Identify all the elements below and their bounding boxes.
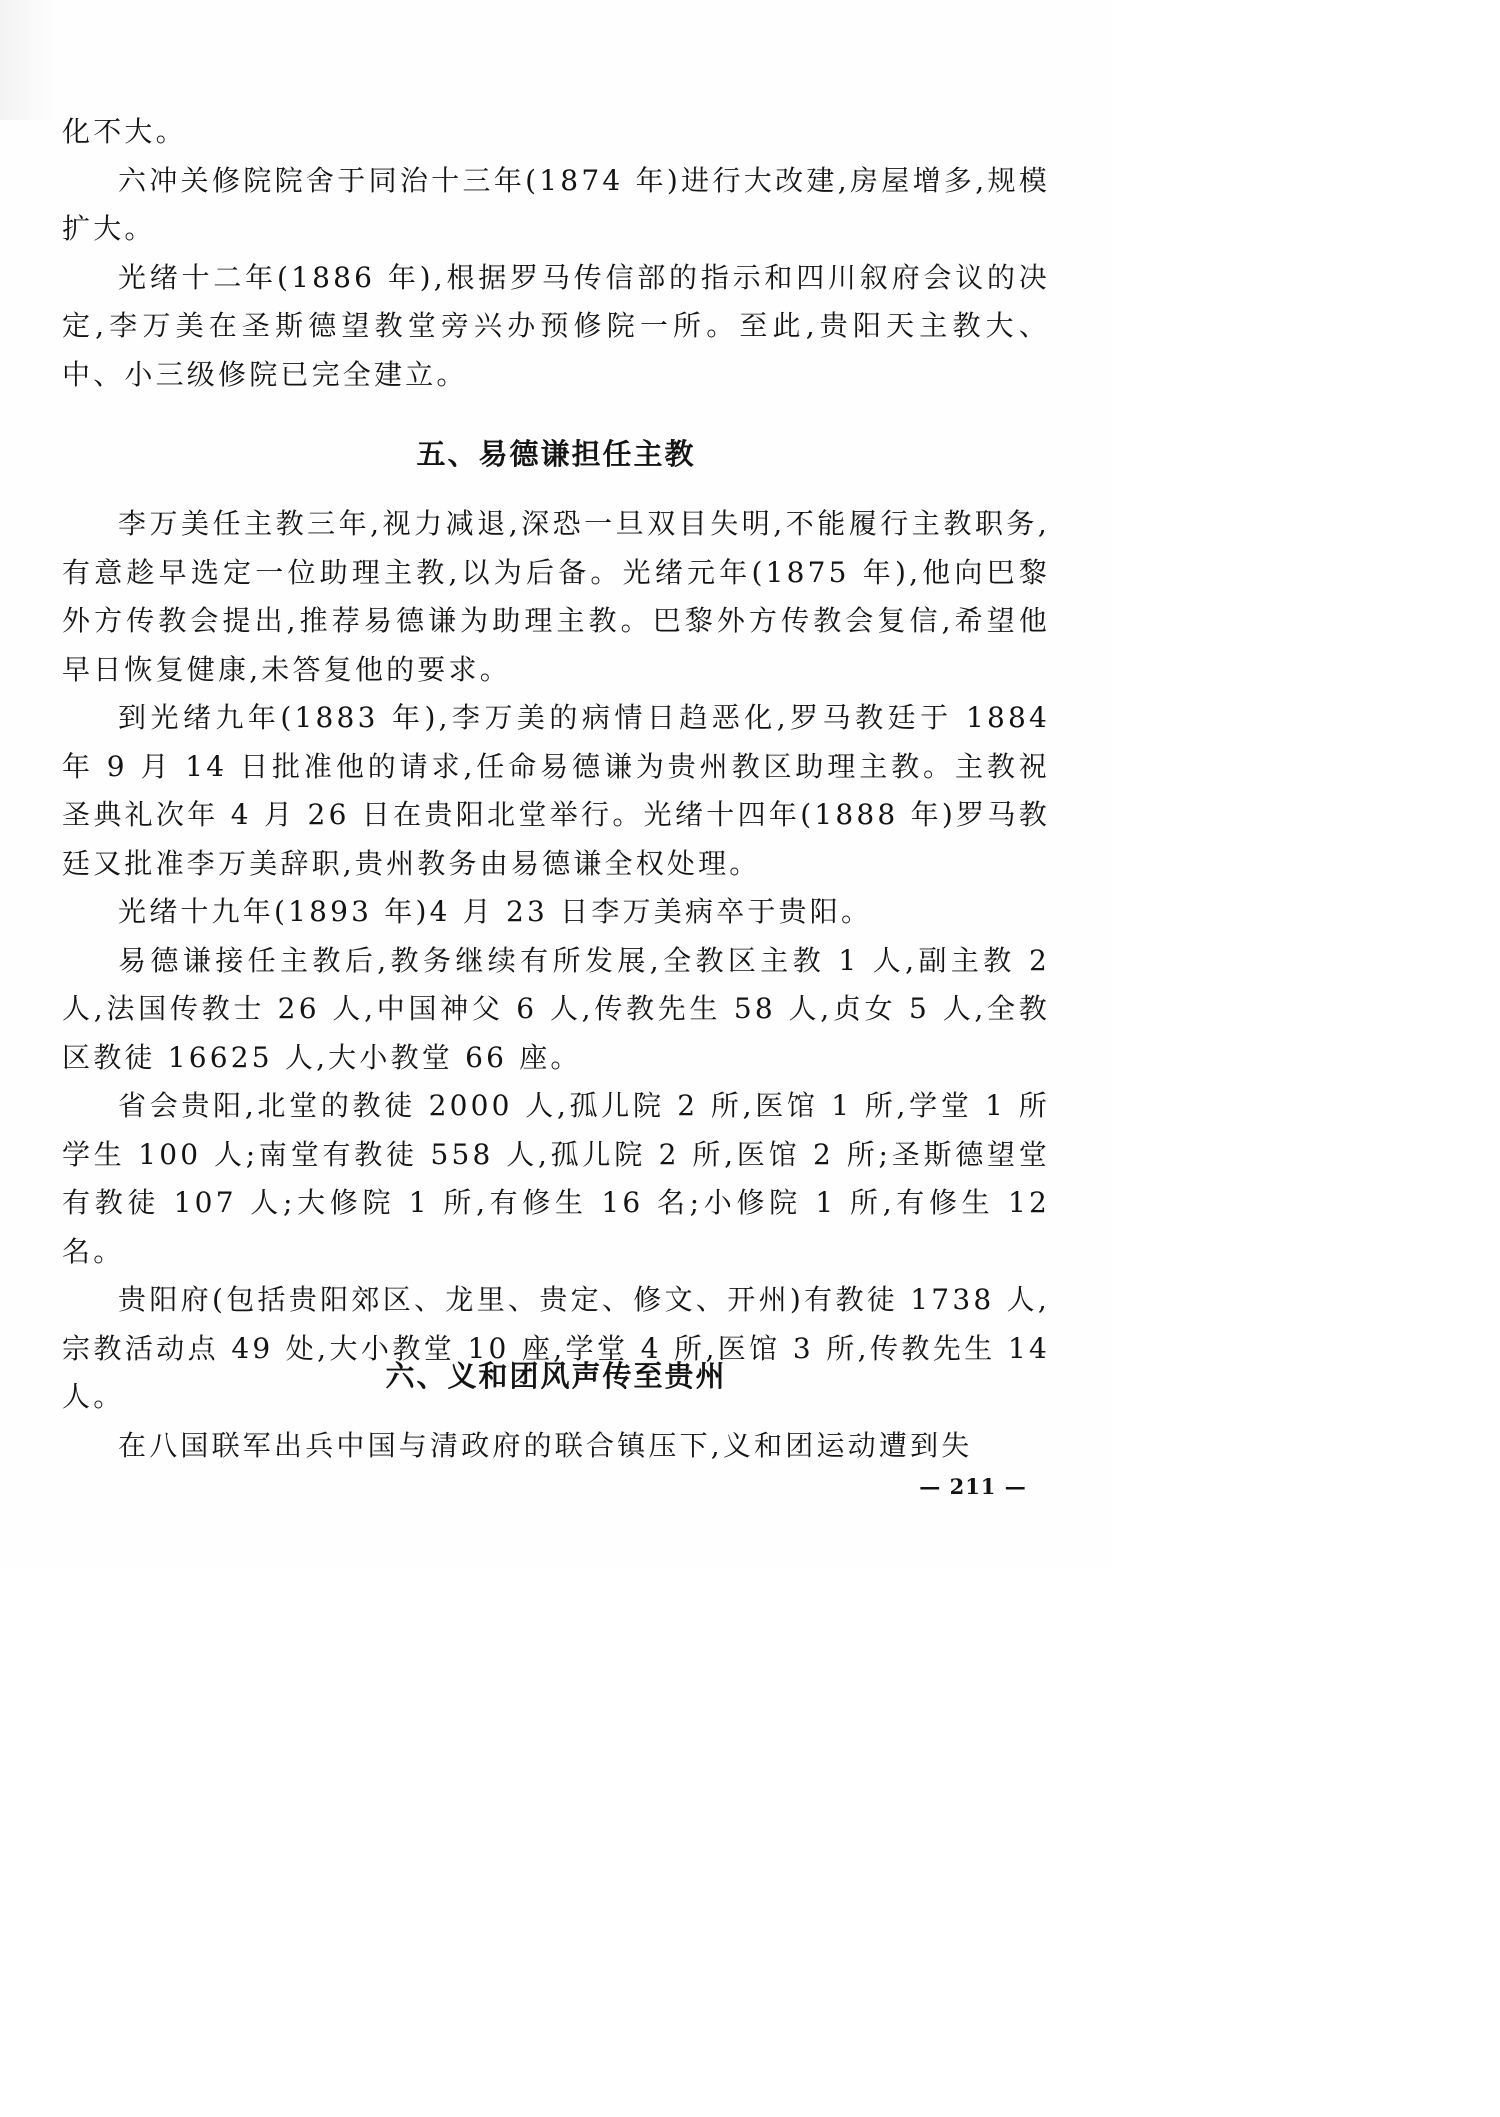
paragraph: 李万美任主教三年,视力减退,深恐一旦双目失明,不能履行主教职务,有意趁早选定一位助理主教,以为后备。光绪元年(1875 年),他向巴黎外方传教会提出,推荐易德谦为助理主教。巴黎外方传教会复信,希望他早日恢复健康,未答复他的要求。 [62,507,1050,686]
section-heading-6: 六、义和团风声传至贵州 [385,1359,727,1393]
paragraph: 在八国联军出兵中国与清政府的联合镇压下,义和团运动遭到失 [118,1429,973,1462]
paragraph: 贵阳府(包括贵阳郊区、龙里、贵定、修文、开州)有教徒 1738 人,宗教活动点 49 处,大小教堂 10 座,学堂 4 所,医馆 3 所,传教先生 14 人。 [62,1283,1050,1413]
paragraph: 易德谦接任主教后,教务继续有所发展,全教区主教 1 人,副主教 2 人,法国传教士 26 人,中国神父 6 人,传教先生 58 人,贞女 5 人,全教区教徒 16625 人,大小教堂 66 座。 [62,943,1050,1074]
paragraph: 光绪十九年(1893 年)4 月 23 日李万美病卒于贵阳。 [118,895,873,928]
text-block-middle [62,500,1050,1422]
paragraph: 光绪十二年(1886 年),根据罗马传信部的指示和四川叙府会议的决定,李万美在圣斯德望教堂旁兴办预修院一所。至此,贵阳天主教大、中、小三级修院已完全建立。 [62,260,1050,391]
text-block-bottom [62,1422,1050,1471]
page-edge-shadow [0,0,58,120]
paragraph: 化不大。 [62,115,187,148]
paragraph: 省会贵阳,北堂的教徒 2000 人,孤儿院 2 所,医馆 1 所,学堂 1 所学生 100 人;南堂有教徒 558 人,孤儿院 2 所,医馆 2 所;圣斯德望堂有教徒 107 人;大修院 1 所,有修生 16 名;小修院 1 所,有修生 12 名。 [62,1089,1050,1268]
page-number: — 211 — [919,1474,1027,1499]
text-block-top [62,108,1050,399]
paragraph: 到光绪九年(1883 年),李万美的病情日趋恶化,罗马教廷于 1884 年 9 月 14 日批准他的请求,任命易德谦为贵州教区助理主教。主教祝圣典礼次年 4 月 26 日在贵阳北堂举行。光绪十四年(1888 年)罗马教廷又批准李万美辞职,贵州教务由易德谦全权处理。 [62,701,1050,880]
paragraph: 六冲关修院院舍于同治十三年(1874 年)进行大改建,房屋增多,规模扩大。 [62,163,1050,245]
section-heading-5: 五、易德谦担任主教 [416,437,696,471]
